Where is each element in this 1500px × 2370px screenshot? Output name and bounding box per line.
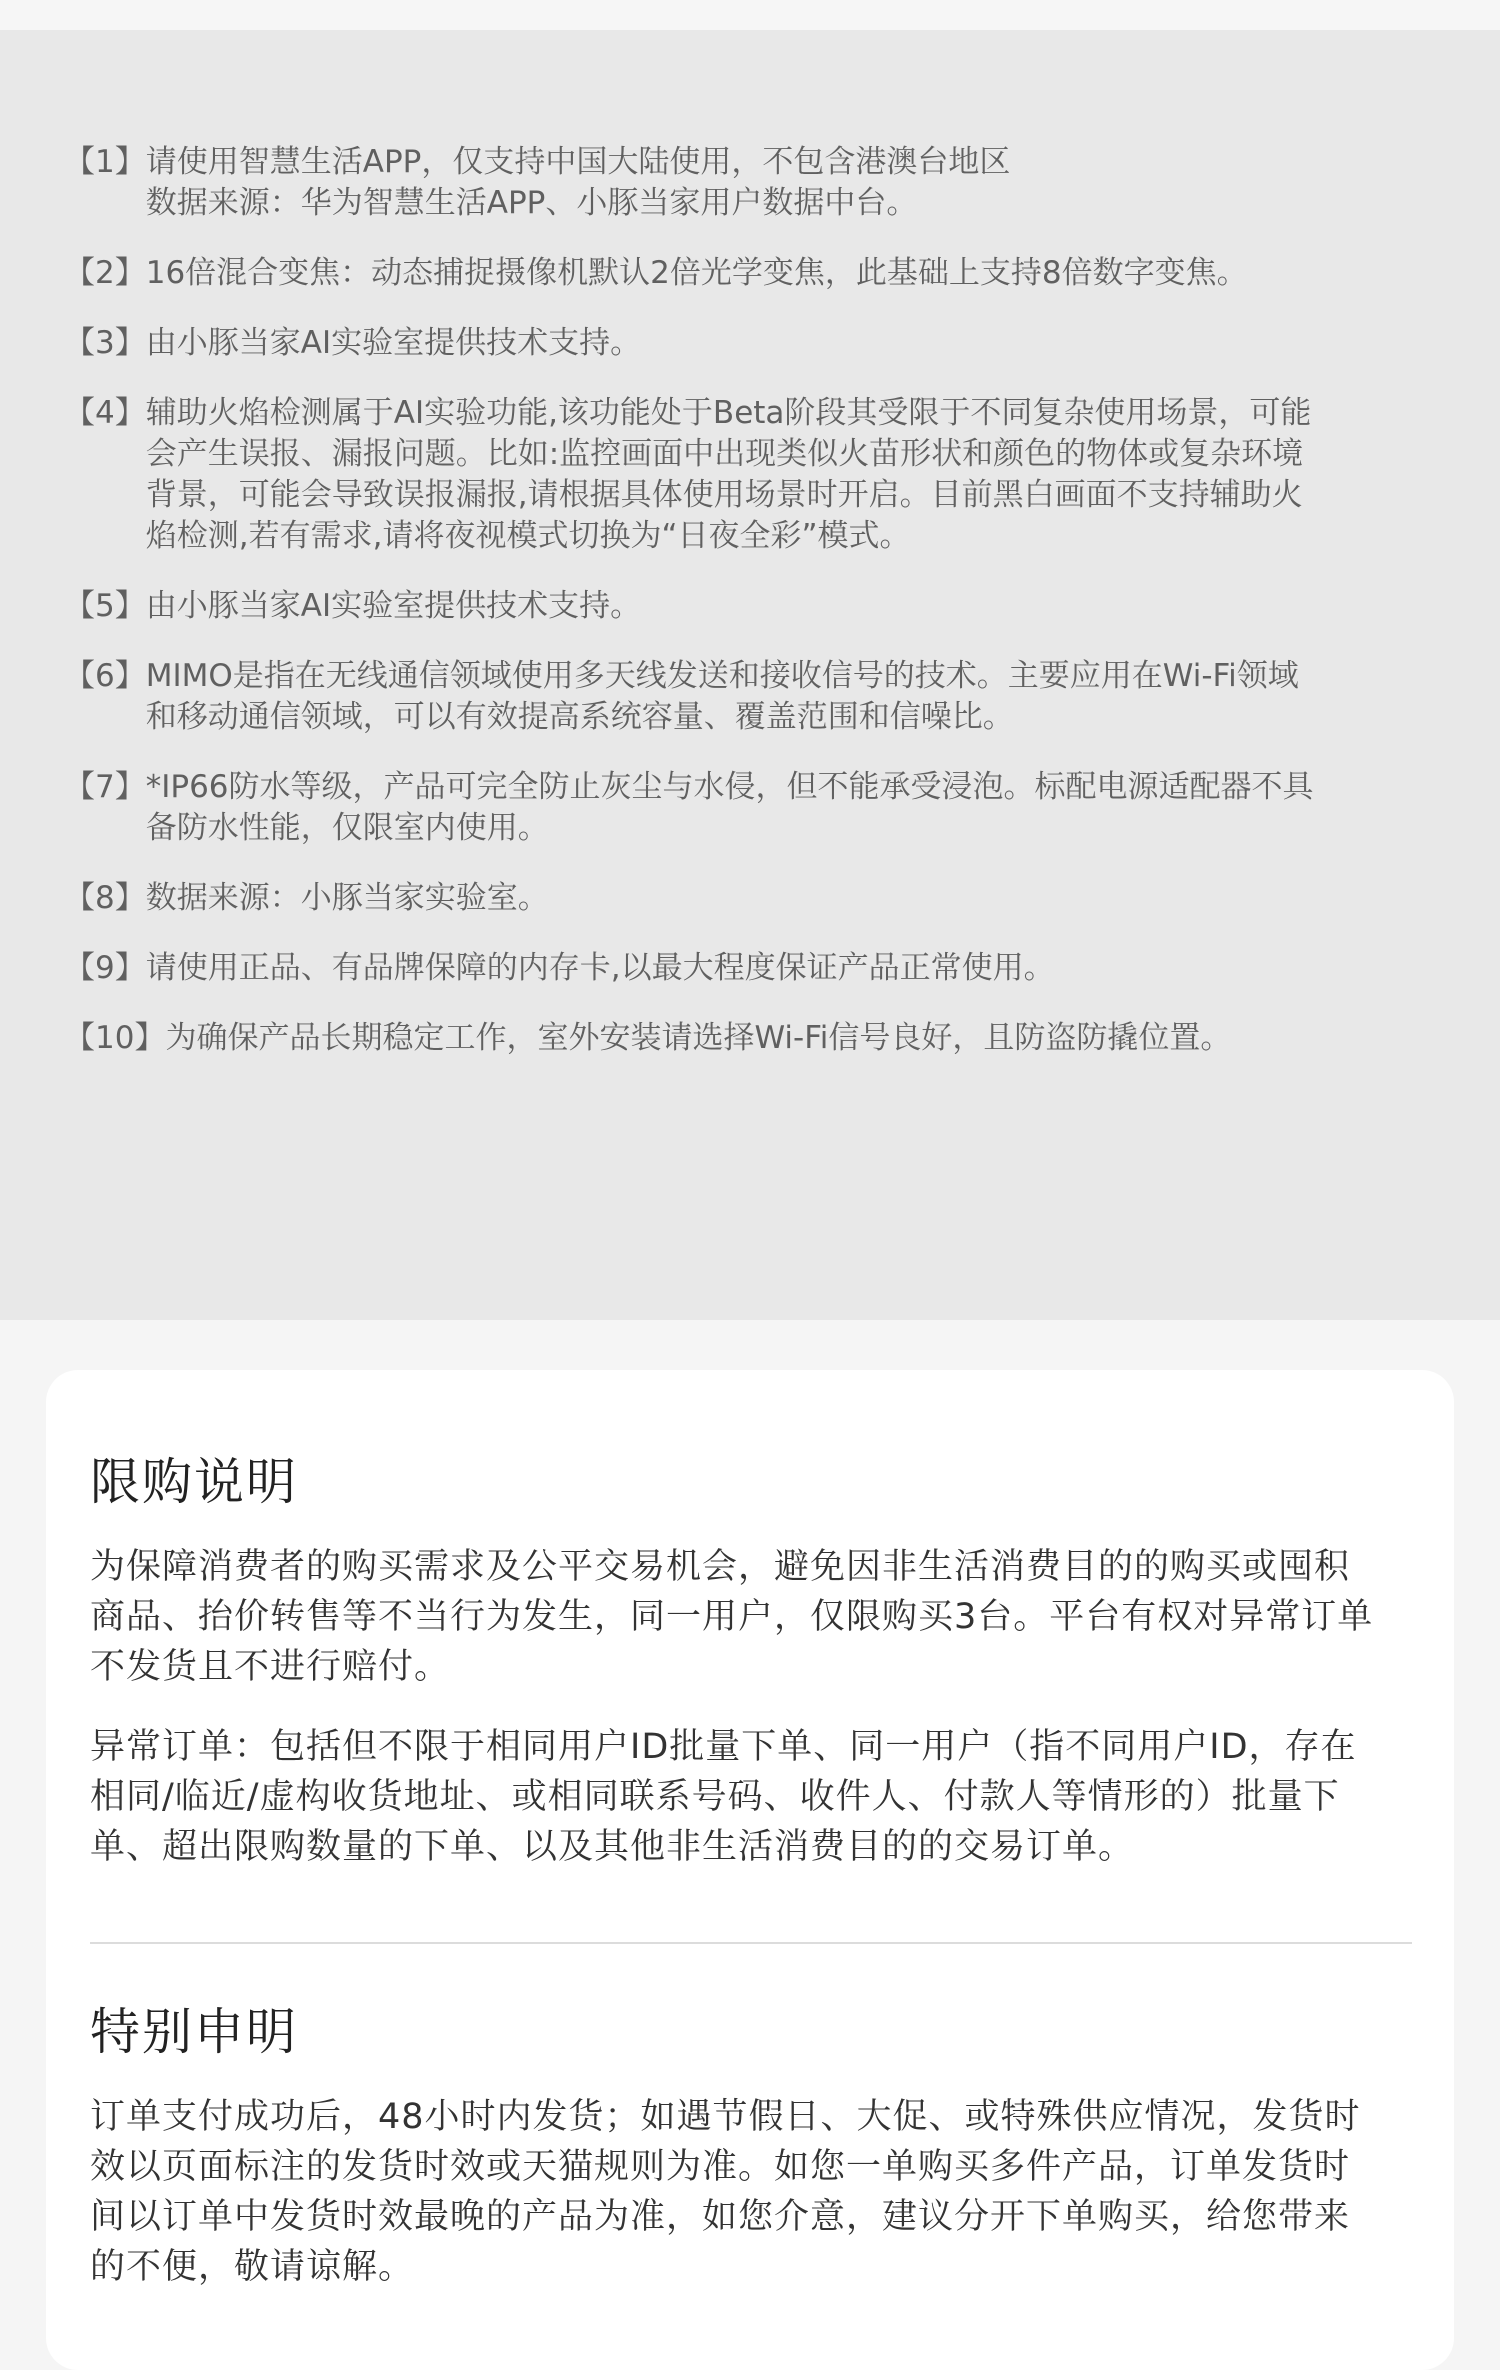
footnote-text [146, 656, 1444, 738]
paragraph-line: 的不便，敬请谅解。 [90, 2247, 415, 2287]
footnote-number: 【9】 [64, 950, 146, 986]
paragraph-line: 间以订单中发货时效最晚的产品为准，如您介意，建议分开下单购买，给您带来 [90, 2197, 1351, 2237]
footnote-number: 【3】 [64, 325, 146, 361]
footnote-text [146, 948, 1444, 989]
footnote-number: 【8】 [64, 880, 146, 916]
paragraph-line: 效以页面标注的发货时效或天猫规则为准。如您一单购买多件产品，订单发货时 [90, 2147, 1351, 2187]
footnote-text [146, 393, 1444, 557]
footnote-number: 【4】 [64, 395, 146, 431]
footnote-line: 由小豚当家AI实验室提供技术支持。 [145, 325, 642, 361]
footnote-line: 请使用正品、有品牌保障的内存卡,以最大程度保证产品正常使用。 [145, 950, 1055, 986]
footnote-8 [64, 878, 1444, 919]
footnote-line: 数据来源：华为智慧生活APP、小豚当家用户数据中台。 [145, 185, 918, 221]
section-divider [90, 1942, 1412, 1944]
footnote-text [146, 878, 1444, 919]
footnote-text [146, 142, 1444, 224]
paragraph-line: 异常订单：包括但不限于相同用户ID批量下单、同一用户（指不同用户ID，存在 [90, 1727, 1357, 1767]
paragraph-line: 单、超出限购数量的下单、以及其他非生活消费目的的交易订单。 [90, 1827, 1135, 1867]
footnote-line: 请使用智慧生活APP，仅支持中国大陆使用，不包含港澳台地区 [145, 144, 1011, 180]
footnote-6 [64, 656, 1444, 738]
footnote-line: 备防水性能，仅限室内使用。 [145, 810, 549, 846]
footnote-4 [64, 393, 1444, 557]
footnote-10 [64, 1018, 1444, 1059]
special-statement-paragraph [90, 2092, 1420, 2292]
footnote-number: 【10】 [64, 1020, 166, 1056]
footnote-line: 会产生误报、漏报问题。比如:监控画面中出现类似火苗形状和颜色的物体或复杂环境 [145, 436, 1304, 472]
footnote-text [146, 323, 1444, 364]
paragraph-line: 商品、抬价转售等不当行为发生，同一用户，仅限购买3台。平台有权对异常订单 [90, 1597, 1374, 1637]
footnote-line: 数据来源：小豚当家实验室。 [145, 880, 549, 916]
purchase-limit-paragraph-1 [90, 1542, 1420, 1692]
top-strip [0, 0, 1500, 30]
footnote-line: 背景，可能会导致误报漏报,请根据具体使用场景时开启。目前黑白画面不支持辅助火 [145, 477, 1303, 513]
paragraph-line: 相同/临近/虚构收货地址、或相同联系号码、收件人、付款人等情形的）批量下 [90, 1777, 1340, 1817]
policy-card [46, 1370, 1454, 2370]
footnote-number: 【1】 [64, 144, 146, 180]
purchase-limit-title: 限购说明 [90, 1453, 298, 1511]
footnote-line: 为确保产品长期稳定工作，室外安装请选择Wi-Fi信号良好，且防盗防撬位置。 [165, 1020, 1232, 1056]
footnote-9 [64, 948, 1444, 989]
footnotes-panel [0, 30, 1500, 1320]
footnote-7 [64, 767, 1444, 849]
footnote-line: 焰检测,若有需求,请将夜视模式切换为“日夜全彩”模式。 [145, 518, 911, 554]
paragraph-line: 为保障消费者的购买需求及公平交易机会，避免因非生活消费目的的购买或囤积 [90, 1547, 1351, 1587]
purchase-limit-paragraph-2 [90, 1722, 1420, 1872]
footnote-3 [64, 323, 1444, 364]
footnote-number: 【5】 [64, 588, 146, 624]
footnote-line: 16倍混合变焦：动态捕捉摄像机默认2倍光学变焦，此基础上支持8倍数字变焦。 [145, 255, 1248, 291]
paragraph-line: 不发货且不进行赔付。 [90, 1647, 451, 1687]
footnote-text [146, 586, 1444, 627]
footnote-text [146, 253, 1444, 294]
footnote-line: 由小豚当家AI实验室提供技术支持。 [145, 588, 642, 624]
footnote-text [165, 1018, 1444, 1059]
footnote-line: *IP66防水等级，产品可完全防止灰尘与水侵，但不能承受浸泡。标配电源适配器不具 [145, 769, 1314, 805]
paragraph-line: 订单支付成功后，48小时内发货；如遇节假日、大促、或特殊供应情况，发货时 [90, 2097, 1361, 2137]
footnote-text [146, 767, 1444, 849]
special-statement-title: 特别申明 [90, 2003, 298, 2061]
footnote-line: 辅助火焰检测属于AI实验功能,该功能处于Beta阶段其受限于不同复杂使用场景，可能 [145, 395, 1312, 431]
footnote-number: 【7】 [64, 769, 146, 805]
footnote-5 [64, 586, 1444, 627]
footnote-line: 和移动通信领域，可以有效提高系统容量、覆盖范围和信噪比。 [145, 699, 1014, 735]
footnotes-list [64, 142, 1444, 1088]
footnote-number: 【2】 [64, 255, 146, 291]
footnote-1 [64, 142, 1444, 224]
footnote-number: 【6】 [64, 658, 146, 694]
footnote-2 [64, 253, 1444, 294]
footnote-line: MIMO是指在无线通信领域使用多天线发送和接收信号的技术。主要应用在Wi-Fi领域 [145, 658, 1299, 694]
